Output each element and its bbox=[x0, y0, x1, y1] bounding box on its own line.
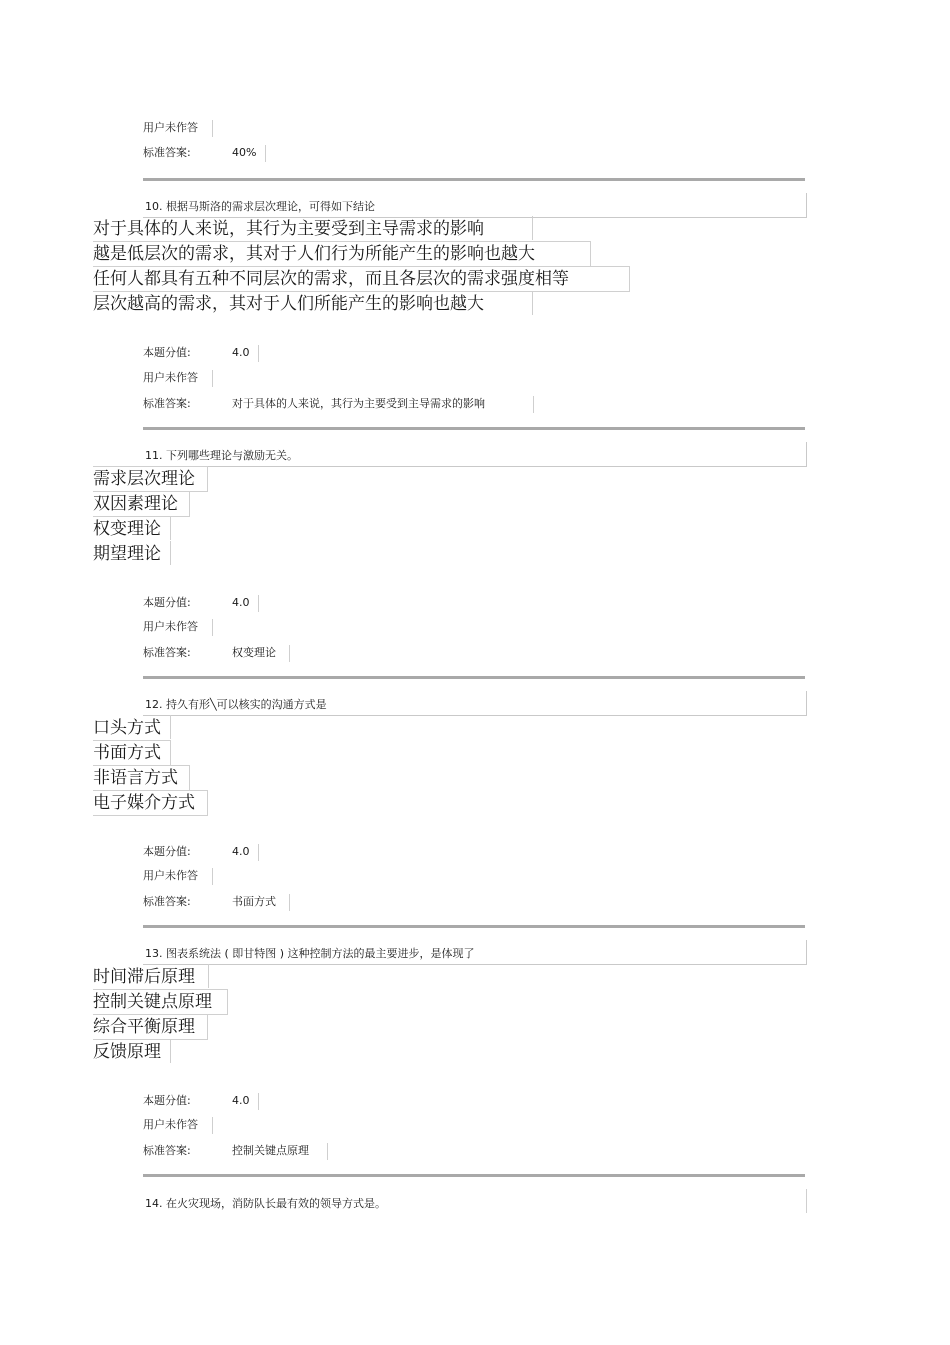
cell-border bbox=[208, 964, 209, 988]
q13-std-label: 标准答案: bbox=[143, 1144, 191, 1157]
q12-user-status: 用户未作答 bbox=[143, 869, 198, 882]
option-box bbox=[93, 266, 630, 292]
q11-std-label: 标准答案: bbox=[143, 646, 191, 659]
cell-border bbox=[532, 291, 533, 315]
cell-border bbox=[258, 345, 259, 362]
option-box bbox=[93, 466, 208, 492]
q10-title: 10. 根据马斯洛的需求层次理论，可得如下结论 bbox=[145, 200, 375, 213]
question-separator bbox=[143, 178, 805, 181]
q11-option-4[interactable]: 期望理论 bbox=[93, 544, 161, 564]
q10-score-label: 本题分值: bbox=[143, 346, 191, 359]
q11-user-status: 用户未作答 bbox=[143, 620, 198, 633]
q10-option-4[interactable]: 层次越高的需求，其对于人们所能产生的影响也越大 bbox=[93, 294, 484, 314]
q12-std-label: 标准答案: bbox=[143, 895, 191, 908]
cell-border bbox=[289, 645, 290, 662]
cell-border bbox=[212, 120, 213, 137]
cell-border bbox=[170, 516, 171, 540]
q12-option-4[interactable]: 电子媒介方式 bbox=[93, 793, 195, 813]
option-box bbox=[93, 241, 591, 267]
q12-option-1[interactable]: 口头方式 bbox=[93, 718, 161, 738]
cell-border bbox=[212, 370, 213, 387]
q9-user-status: 用户未作答 bbox=[143, 121, 198, 134]
q10-std-label: 标准答案: bbox=[143, 397, 191, 410]
q13-user-status: 用户未作答 bbox=[143, 1118, 198, 1131]
q11-score-label: 本题分值: bbox=[143, 596, 191, 609]
q13-std-value: 控制关键点原理 bbox=[232, 1144, 309, 1157]
option-box bbox=[93, 790, 208, 816]
q13-option-2[interactable]: 控制关键点原理 bbox=[93, 992, 212, 1012]
option-box bbox=[93, 989, 228, 1015]
q12-option-2[interactable]: 书面方式 bbox=[93, 743, 161, 763]
q13-option-3[interactable]: 综合平衡原理 bbox=[93, 1017, 195, 1037]
cell-border bbox=[532, 216, 533, 240]
cell-border bbox=[533, 396, 534, 413]
option-box bbox=[93, 491, 190, 517]
cell-border bbox=[212, 1117, 213, 1134]
cell-border bbox=[806, 1189, 807, 1213]
q11-std-value: 权变理论 bbox=[232, 646, 276, 659]
q9-std-value: 40% bbox=[232, 146, 257, 159]
q12-score-value: 4.0 bbox=[232, 845, 250, 858]
q13-score-value: 4.0 bbox=[232, 1094, 250, 1107]
cell-border bbox=[258, 844, 259, 861]
cell-border bbox=[289, 894, 290, 911]
cell-border bbox=[212, 868, 213, 885]
cell-border bbox=[170, 1039, 171, 1063]
q12-option-3[interactable]: 非语言方式 bbox=[93, 768, 178, 788]
cell-border bbox=[258, 595, 259, 612]
q11-option-3[interactable]: 权变理论 bbox=[93, 519, 161, 539]
q11-option-1[interactable]: 需求层次理论 bbox=[93, 469, 195, 489]
q13-option-1[interactable]: 时间滞后原理 bbox=[93, 967, 195, 987]
q11-title: 11. 下列哪些理论与激励无关。 bbox=[145, 449, 298, 462]
q13-title: 13. 图表系统法 ( 即甘特图 ) 这种控制方法的最主要进步，是体现了 bbox=[145, 947, 475, 960]
q12-score-label: 本题分值: bbox=[143, 845, 191, 858]
option-box bbox=[93, 765, 190, 791]
q13-score-label: 本题分值: bbox=[143, 1094, 191, 1107]
q10-option-2[interactable]: 越是低层次的需求，其对于人们行为所能产生的影响也越大 bbox=[93, 244, 535, 264]
q11-score-value: 4.0 bbox=[232, 596, 250, 609]
q9-std-label: 标准答案: bbox=[143, 146, 191, 159]
cell-border bbox=[258, 1093, 259, 1110]
question-separator bbox=[143, 1174, 805, 1177]
q12-std-value: 书面方式 bbox=[232, 895, 276, 908]
question-separator bbox=[143, 925, 805, 928]
option-box bbox=[93, 740, 171, 766]
q13-option-4[interactable]: 反馈原理 bbox=[93, 1042, 161, 1062]
cell-border bbox=[170, 715, 171, 739]
cell-border bbox=[212, 619, 213, 636]
q10-user-status: 用户未作答 bbox=[143, 371, 198, 384]
q10-option-3[interactable]: 任何人都具有五种不同层次的需求，而且各层次的需求强度相等 bbox=[93, 269, 569, 289]
q14-title: 14. 在火灾现场，消防队长最有效的领导方式是。 bbox=[145, 1197, 386, 1210]
cell-border bbox=[265, 145, 266, 162]
cell-border bbox=[327, 1143, 328, 1160]
q10-std-value: 对于具体的人来说，其行为主要受到主导需求的影响 bbox=[232, 397, 485, 410]
option-box bbox=[93, 1014, 208, 1040]
q12-title: 12. 持久有形╲可以核实的沟通方式是 bbox=[145, 698, 327, 711]
q10-score-value: 4.0 bbox=[232, 346, 250, 359]
question-separator bbox=[143, 676, 805, 679]
q11-option-2[interactable]: 双因素理论 bbox=[93, 494, 178, 514]
cell-border bbox=[170, 541, 171, 565]
q10-option-1[interactable]: 对于具体的人来说，其行为主要受到主导需求的影响 bbox=[93, 219, 484, 239]
question-separator bbox=[143, 427, 805, 430]
